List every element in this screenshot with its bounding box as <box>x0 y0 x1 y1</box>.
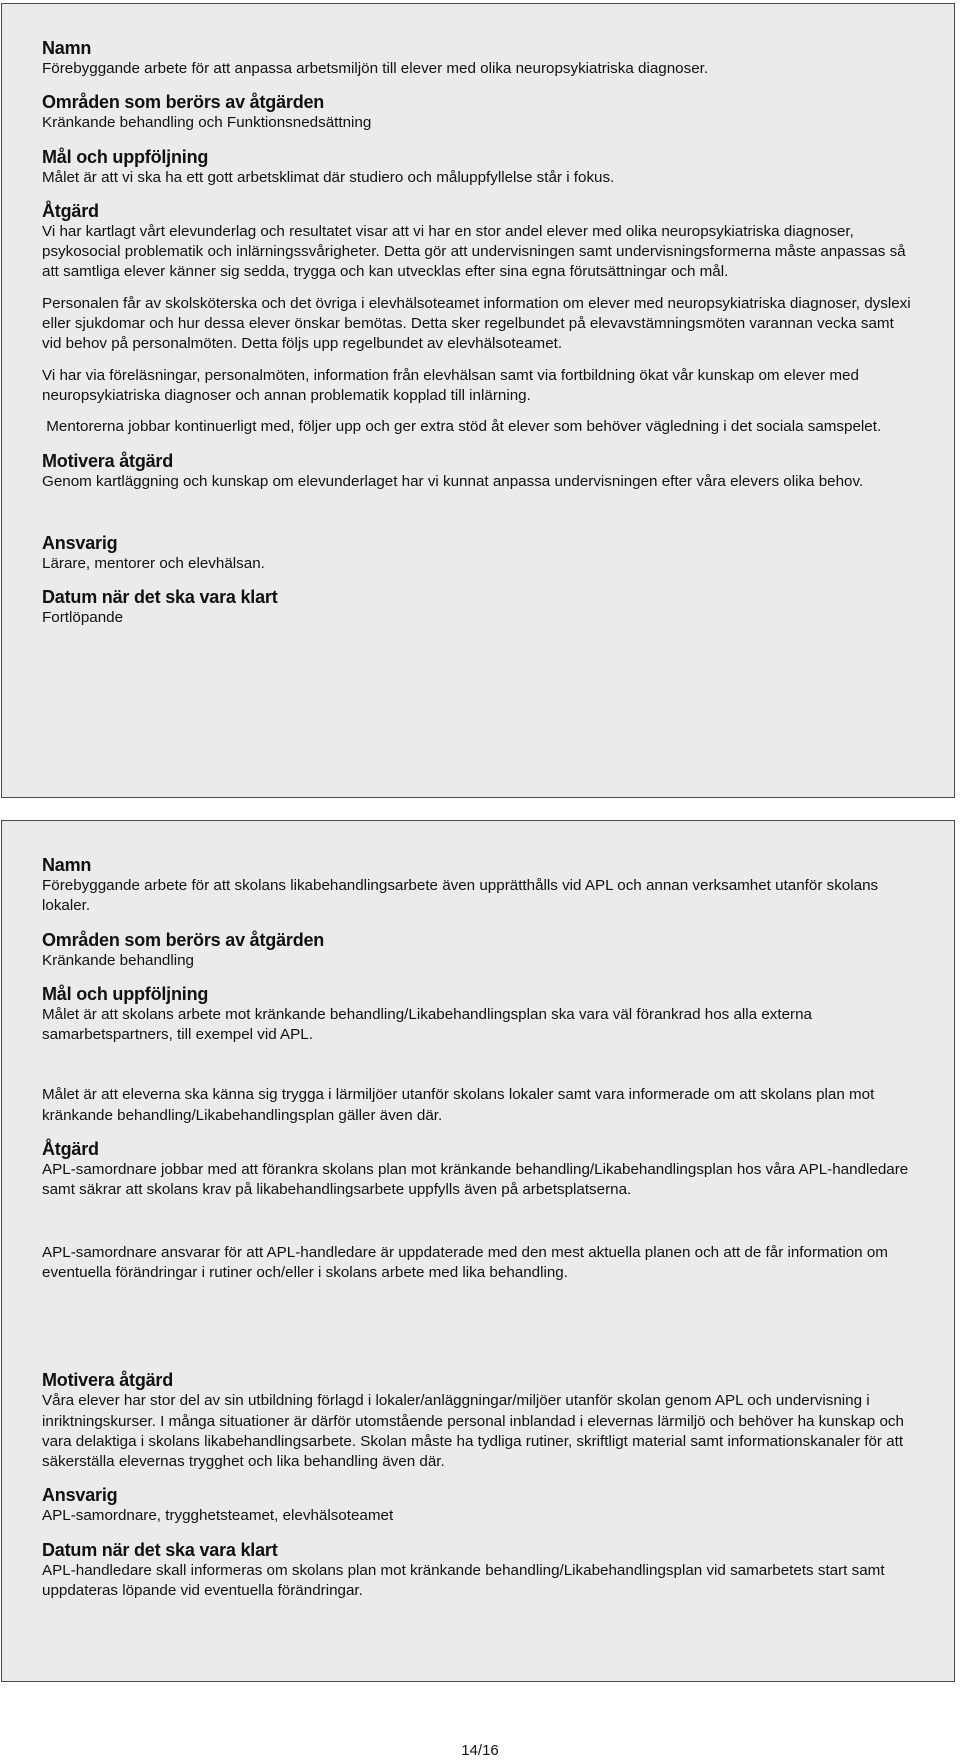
areas-text: Kränkande behandling <box>42 951 195 969</box>
action-heading: Åtgärd <box>42 1139 99 1160</box>
deadline-text: Fortlöpande <box>42 609 124 627</box>
responsible-text: APL-samordnare, trygghetsteamet, elevhälsoteamet <box>42 1507 394 1525</box>
responsible-heading: Ansvarig <box>42 532 118 553</box>
goal-heading: Mål och uppföljning <box>42 983 209 1004</box>
responsible-heading: Ansvarig <box>42 1485 118 1506</box>
deadline-heading: Datum när det ska vara klart <box>42 587 278 608</box>
motivation-text: Genom kartläggning och kunskap om elevunderlaget har vi kunnat anpassa undervisningen efter våra elevers olika behov. <box>42 472 864 490</box>
deadline-text: APL-handledare skall informeras om skolans plan mot kränkande behandling/Likabehandlingsplan vid samarbetets start samt uppdateras löpande vid eventuella förändringar. <box>42 1561 885 1600</box>
responsible-text: Lärare, mentorer och elevhälsan. <box>42 554 265 572</box>
goal-text: Målet är att vi ska ha ett gott arbetsklimat där studiero och måluppfyllelse står i fokus. <box>42 168 615 186</box>
motivation-heading: Motivera åtgärd <box>42 1370 174 1391</box>
deadline-heading: Datum när det ska vara klart <box>42 1539 278 1560</box>
action-paragraph: Vi har via föreläsningar, personalmöten, information från elevhälsan samt via fortbildning ökat vår kunskap om elever med neuropsykiatriska diagnoser och annan problematik kopplad till inlärning. <box>42 366 859 404</box>
name-text: Förebyggande arbete för att skolans likabehandlingsarbete även upprätthålls vid APL och annan verksamhet utanför skolans lokaler. <box>42 877 879 915</box>
action-paragraph: Mentorerna jobbar kontinuerligt med, följer upp och ger extra stöd åt elever som behöver vägledning i det sociala samspelet. <box>42 418 882 436</box>
name-text: Förebyggande arbete för att anpassa arbetsmiljön till elever med olika neuropsykiatriska diagnoser. <box>42 60 709 77</box>
areas-heading: Områden som berörs av åtgärden <box>42 929 325 950</box>
action-paragraph: Personalen får av skolsköterska och det övriga i elevhälsoteamet information om elever med neuropsykiatriska diagnoser, dyslexi eller sjukdomar och hur dessa elever önskar bemötas. Detta sker regelbundet på elevavstämningsmöten varannan vecka samt vid behov på personalmöten. Detta följs upp regelbundet av elevhälsoteamet. <box>42 294 911 353</box>
page-number: 14/16 <box>461 1742 499 1759</box>
motivation-heading: Motivera åtgärd <box>42 450 174 471</box>
areas-heading: Områden som berörs av åtgärden <box>42 92 325 113</box>
action-paragraph: APL-samordnare jobbar med att förankra skolans plan mot kränkande behandling/Likabehandlingsplan hos våra APL-handledare samt säkrar att skolans krav på likabehandlingsarbete uppfylls även på arbetsplatserna. <box>42 1161 909 1199</box>
action-heading: Åtgärd <box>42 200 99 221</box>
action-paragraph: Vi har kartlagt vårt elevunderlag och resultatet visar att vi har en stor andel elever med olika neuropsykiatriska diagnoser, psykosocial problematik och inlärningssvårigheter. Detta gör att undervisningen samt undervisningsformerna måste anpassas så att samtliga elever känner sig sedda, trygga och kan utvecklas efter sina egna förutsättningar och mål. <box>42 222 906 281</box>
goal-text: Målet är att eleverna ska känna sig trygga i lärmiljöer utanför skolans lokaler samt vara informerade om att skolans plan mot kränkande behandling/Likabehandlingsplan gäller även där. <box>42 1086 875 1124</box>
goal-text: Målet är att skolans arbete mot kränkande behandling/Likabehandlingsplan ska vara väl förankrad hos alla externa samarbetspartners, till exempel vid APL. <box>42 1005 812 1044</box>
motivation-text: Våra elever har stor del av sin utbildning förlagd i lokaler/anläggningar/miljöer utanför skolan genom APL och undervisning i inriktningskurser. I många situationer är därför utomstående personal inblandad i elevernas lärmiljö och behöver ha kunskap och vara delaktiga i skolans likabehandlingsarbete. Skolan måste ha tydliga rutiner, skriftligt material samt informationskanaler för att säkerställa elevernas trygghet och lika behandling även där. <box>42 1392 904 1471</box>
goal-heading: Mål och uppföljning <box>42 146 209 167</box>
action-paragraph: APL-samordnare ansvarar för att APL-handledare är uppdaterade med den mest aktuella planen och att de får information om eventuella förändringar i rutiner och/eller i skolans arbete med lika behandling. <box>42 1243 888 1281</box>
name-heading: Namn <box>42 38 92 58</box>
areas-text: Kränkande behandling och Funktionsnedsättning <box>42 114 372 132</box>
name-heading: Namn <box>42 855 92 875</box>
measure-box-1 <box>1 3 955 798</box>
measure-box-2 <box>1 820 955 1682</box>
